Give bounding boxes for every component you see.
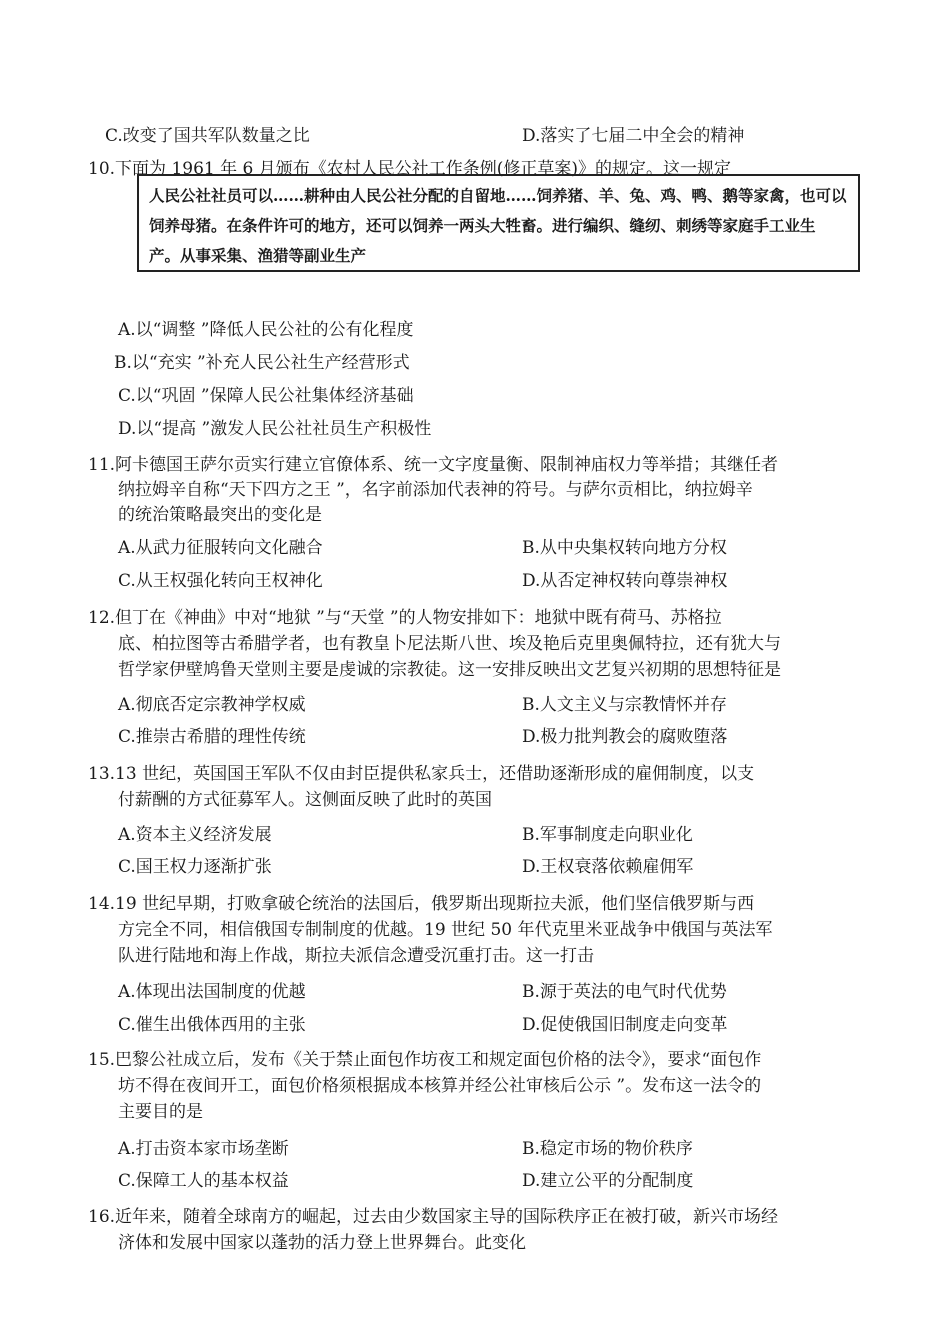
question-15-line: 坊不得在夜间开工，面包价格须根据成本核算并经公社审核后公示 ”。发布这一法令的 [118, 1076, 762, 1096]
q10-option-a: A.以“调整 ”降低人民公社的公有化程度 [118, 320, 414, 340]
q12-option-d: D.极力批判教会的腐败堕落 [522, 727, 728, 747]
q14-option-d: D.促使俄国旧制度走向变革 [522, 1015, 728, 1035]
q10-option-d: D.以“提高 ”激发人民公社社员生产积极性 [118, 419, 432, 439]
q13-option-b: B.军事制度走向职业化 [522, 825, 693, 845]
q15-option-b: B.稳定市场的物价秩序 [522, 1139, 693, 1159]
option-c: C.改变了国共军队数量之比 [105, 126, 310, 146]
question-13-line: 13.13 世纪，英国国王军队不仅由封臣提供私家兵士，还借助逐渐形成的雇佣制度，以支 [88, 764, 755, 784]
question-12-line: 12.但丁在《神曲》中对“地狱 ”与“天堂 ”的人物安排如下：地狱中既有荷马、苏格拉 [88, 608, 722, 628]
question-10-stem: 10.下面为 1961 年 6 月颁布《农村人民公社工作条例(修正草案)》的规定。这一规定 [88, 159, 731, 179]
option-d: D.落实了七届二中全会的精神 [522, 126, 745, 146]
question-13-line: 付薪酬的方式征募军人。这侧面反映了此时的英国 [118, 790, 492, 810]
q15-option-d: D.建立公平的分配制度 [522, 1171, 694, 1191]
q15-option-c: C.保障工人的基本权益 [118, 1171, 289, 1191]
question-15-line: 15.巴黎公社成立后，发布《关于禁止面包作坊夜工和规定面包价格的法令》，要求“面包作 [88, 1050, 762, 1070]
q11-option-a: A.从武力征服转向文化融合 [118, 538, 323, 558]
question-16-line: 济体和发展中国家以蓬勃的活力登上世界舞台。此变化 [118, 1233, 526, 1253]
q11-option-b: B.从中央集权转向地方分权 [522, 538, 727, 558]
q15-option-a: A.打击资本家市场垄断 [118, 1139, 289, 1159]
quote-line: 产。从事采集、渔猎等副业生产 [149, 246, 367, 265]
q12-option-b: B.人文主义与宗教情怀并存 [522, 695, 727, 715]
question-11-line: 的统治策略最突出的变化是 [118, 505, 322, 525]
q12-option-a: A.彻底否定宗教神学权威 [118, 695, 306, 715]
q13-option-c: C.国王权力逐渐扩张 [118, 857, 272, 877]
question-15-line: 主要目的是 [118, 1102, 203, 1122]
q13-option-d: D.王权衰落依赖雇佣军 [522, 857, 694, 877]
q10-option-c: C.以“巩固 ”保障人民公社集体经济基础 [118, 386, 414, 406]
quote-box [137, 174, 860, 272]
q12-option-c: C.推崇古希腊的理性传统 [118, 727, 306, 747]
q14-option-c: C.催生出俄体西用的主张 [118, 1015, 306, 1035]
quote-line: 饲养母猪。在条件许可的地方，还可以饲养一两头大牲畜。进行编织、缝纫、刺绣等家庭手工业生 [149, 216, 816, 235]
question-12-line: 底、柏拉图等古希腊学者，也有教皇卜尼法斯八世、埃及艳后克里奥佩特拉，还有犹大与 [118, 634, 781, 654]
question-12-line: 哲学家伊壁鸠鲁天堂则主要是虔诚的宗教徒。这一安排反映出文艺复兴初期的思想特征是 [118, 660, 781, 680]
question-14-line: 方完全不同，相信俄国专制制度的优越。19 世纪 50 年代克里米亚战争中俄国与英法军 [118, 920, 773, 940]
question-11-line: 纳拉姆辛自称“天下四方之王 ”，名字前添加代表神的符号。与萨尔贡相比，纳拉姆辛 [118, 480, 753, 500]
q11-option-d: D.从否定神权转向尊崇神权 [522, 571, 728, 591]
question-11-line: 11.阿卡德国王萨尔贡实行建立官僚体系、统一文字度量衡、限制神庙权力等举措；其继任者 [88, 455, 779, 475]
q14-option-a: A.体现出法国制度的优越 [118, 982, 306, 1002]
question-16-line: 16.近年来，随着全球南方的崛起，过去由少数国家主导的国际秩序正在被打破，新兴市场经 [88, 1207, 779, 1227]
q11-option-c: C.从王权强化转向王权神化 [118, 571, 323, 591]
q13-option-a: A.资本主义经济发展 [118, 825, 272, 845]
quote-line: 人民公社社员可以……耕种由人民公社分配的自留地……饲养猪、羊、兔、鸡、鸭、鹅等家禽，也可以 [149, 186, 847, 205]
q10-option-b: B.以“充实 ”补充人民公社生产经营形式 [114, 353, 410, 373]
q14-option-b: B.源于英法的电气时代优势 [522, 982, 727, 1002]
question-14-line: 队进行陆地和海上作战，斯拉夫派信念遭受沉重打击。这一打击 [118, 946, 594, 966]
question-14-line: 14.19 世纪早期，打败拿破仑统治的法国后，俄罗斯出现斯拉夫派，他们坚信俄罗斯与西 [88, 894, 755, 914]
